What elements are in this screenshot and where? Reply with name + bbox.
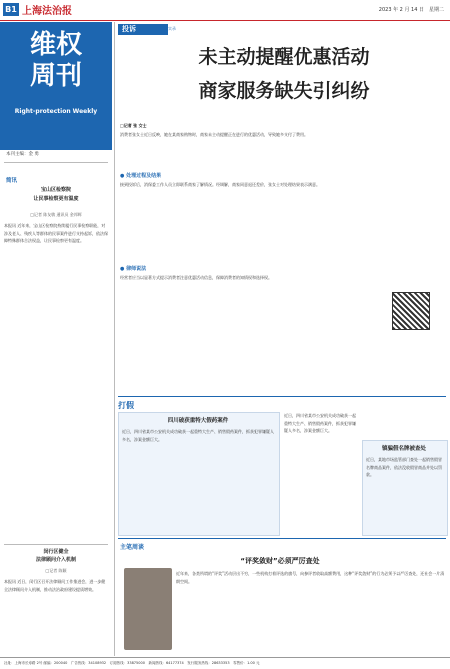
case-box-counterfeit-title: 镇骗假名牌被查处	[381, 446, 426, 452]
article-headline	[124, 40, 444, 108]
complaint-section-tab: 投诉	[118, 24, 168, 35]
section-title	[0, 30, 112, 92]
article-headline-line2: 商家服务缺失引纠纷	[198, 80, 370, 102]
chief-editor: 本刊主编：金 勇	[6, 152, 39, 157]
brief2-headline-line1: 闵行区健全	[43, 549, 69, 555]
case-box-sichuan-body: 近日，四川省某市公安机关成功破获一起重特大生产、销售假药案件，抓获犯罪嫌疑人多名，涉案金额巨大。	[122, 429, 274, 442]
news-brief-label: 简讯	[6, 178, 18, 184]
anti-counterfeit-section-tab: 打假	[118, 401, 134, 410]
column-separator	[114, 22, 115, 656]
case-box-sichuan-title: 四川破获重特大假药案件	[167, 418, 229, 424]
opinion-headline: “评奖敛财”必须严厉查处	[240, 557, 320, 565]
section-title-line1: 维权	[29, 30, 82, 60]
lawyer-subheading: ● 律师说法	[120, 266, 147, 272]
lawyer-body: 经营者应当以显著方式提示消费者注意优惠活动信息，保障消费者的知情权和选择权。	[120, 275, 272, 280]
divider	[118, 396, 446, 397]
article-intro: 消费者张女士近日反映，她在某商家购物时，商家未主动提醒正在进行的优惠活动，导致她多支付了费用。	[120, 132, 308, 137]
case-box-counterfeit-body: 近日，某地市场监管部门查处一起销售假冒名牌商品案件，依法没收假冒商品并处以罚款。	[366, 457, 442, 477]
page-footer: 社址：上海市长寿路 2号 邮编：200040 广告热线：34108932 订阅热线：33875000 新闻热线：64177374 发行服务热线：28633353 零售价：1.00 元	[0, 657, 450, 669]
brief-headline	[4, 186, 108, 204]
opinion-body: 近年来，各类所谓的“评奖”活动层出不穷，一些机构打着评选的旗号，向参评者收取高额费用，这种“评奖敛财”的行为必须予以严厉查处，还社会一片清朗空间。	[176, 571, 445, 584]
author-photo	[124, 568, 172, 650]
section-title-english: Right-protection Weekly	[14, 108, 98, 115]
opinion-section-tab: 主笔周谈	[120, 544, 145, 551]
issue-date: 2023 年 2 月 14 日 星期二	[378, 7, 444, 13]
process-body: 接到投诉后，消保委工作人员立即联系商家了解情况。经调解，商家同意退还差价，张女士对处理结果表示满意。	[120, 182, 320, 187]
divider	[4, 162, 108, 163]
qr-code-icon	[392, 292, 430, 330]
process-subheading: ● 处理过程及结果	[120, 173, 162, 179]
article-headline-line1: 未主动提醒优惠活动	[198, 46, 370, 68]
brief-headline-line2: 让民事检察更有温度	[33, 196, 79, 202]
brief-body: 本报讯 近年来，宝山区检察院持续履行民事检察职能，对涉及老人、残疾人等群体的民事案件进行支持起诉，依法保障特殊群体合法权益，让民事检察更有温度。	[4, 223, 108, 243]
brief2-byline: □记者 陈颖	[45, 568, 67, 573]
brief2-headline	[4, 548, 108, 564]
divider	[4, 544, 108, 545]
complaint-section-subtitle: 实录	[168, 26, 176, 31]
brief-headline-line1: 宝山区检察院	[40, 187, 71, 193]
page-number-badge: B1	[3, 3, 19, 16]
article-byline: □记者 张 女士	[120, 123, 147, 128]
brief2-headline-line2: 法律顾问介入机制	[35, 557, 76, 563]
brief-byline: □记者 陈友敏 通讯员 金邦辉	[30, 212, 82, 217]
case-column-text: 近日，四川省某市公安机关成功破获一起重特大生产、销售假药案件，抓获犯罪嫌疑人多名，涉案金额巨大。	[284, 413, 356, 433]
newspaper-logo: 上海法治报	[22, 6, 72, 17]
brief2-body: 本报讯 近日，闵行区召开法律顾问工作推进会，进一步健全法律顾问介入机制，推动法治政府建设提质增效。	[4, 579, 106, 592]
section-title-line2: 周刊	[29, 61, 82, 91]
divider	[118, 538, 446, 539]
